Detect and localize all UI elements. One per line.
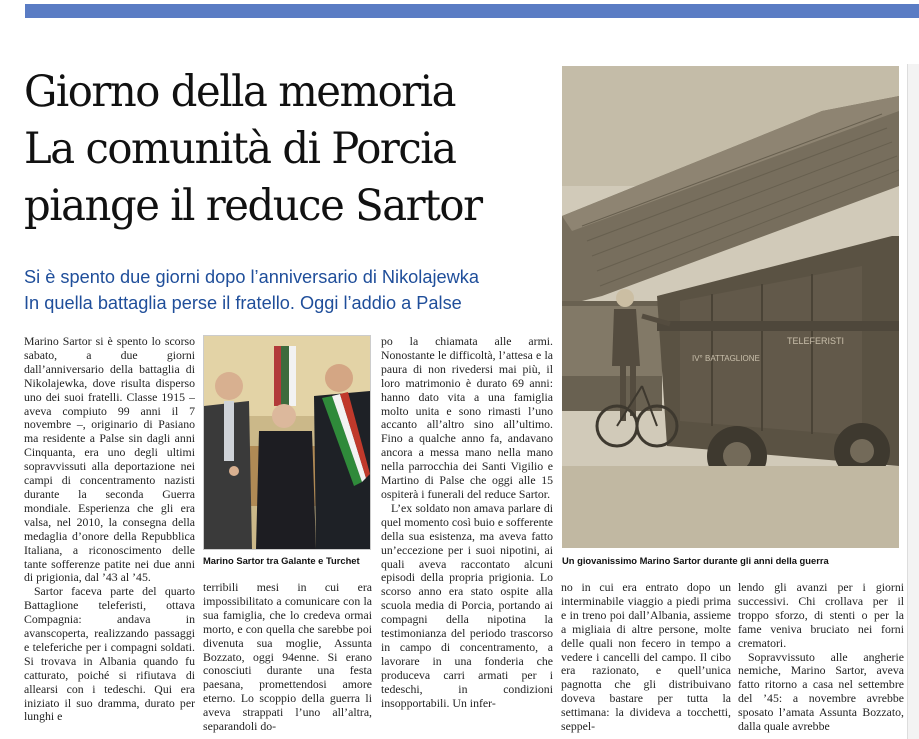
- article-subhead: [24, 264, 564, 316]
- truck-label-right: TELEFERISTI: [787, 336, 845, 346]
- headline-line-1: Giorno della memoria: [24, 67, 456, 117]
- caption-small-photo: Marino Sartor tra Galante e Turchet: [203, 555, 360, 566]
- top-color-bar: [25, 4, 919, 18]
- caption-big-photo: Un giovanissimo Marino Sartor durante gli anni della guerra: [562, 555, 829, 566]
- photo-ceremony: [203, 335, 371, 550]
- paragraph: Sopravvissuto alle angherie nemiche, Marino Sartor, aveva fatto ritorno a casa nel settembre del ’45: a novembre avrebbe sposato l’amata Assunta Bozzato, dalla quale avrebbe: [738, 649, 904, 734]
- article-column-1: [24, 335, 195, 737]
- subhead-line-1: Si è spento due giorni dopo l’anniversario di Nikolajewka: [24, 267, 479, 287]
- article-headline: [24, 64, 538, 235]
- headline-line-3: piange il reduce Sartor: [24, 181, 482, 231]
- paragraph: Sartor faceva parte del quarto Battaglione teleferisti, ottava Compagnia: andava in avanscoperta, realizzando passaggi e teleferiche per i compagni soldati. Si trovava in Albania quando fu catturato, poiché si rifiutava di allearsi con i tedeschi. Qui era iniziato il suo dramma, durato per lunghi e: [24, 584, 195, 724]
- paragraph: Marino Sartor si è spento lo scorso sabato, a due giorni dall’anniversario della battaglia di Nikolajewka, dove risulta disperso uno dei suoi fratelli. Classe 1915 – aveva compiuto 99 anni il 7 novembre –, originario di Pasiano ma residente a Palse sin dagli anni Cinquanta, era uno degli ultimi sopravvissuti alla deportazione nei campi di concentramento nazisti durante la seconda Guerra mondiale. Esperienza che gli era valsa, nel 2010, la consegna della medaglia d’onore della Repubblica Italiana, a riconoscimento delle tante sofferenze patite nei due anni di prigionia, dal ’43 al ’45.: [24, 335, 195, 585]
- article-column-3: [381, 335, 553, 737]
- photo-historical-truck: [562, 66, 899, 548]
- truck-label-left: IV° BATTAGLIONE: [692, 354, 760, 363]
- headline-line-2: La comunità di Porcia: [24, 124, 456, 174]
- article-column-5: [738, 581, 904, 737]
- article-column-4: [561, 581, 731, 737]
- paragraph: po la chiamata alle armi. Nonostante le difficoltà, l’attesa e la paura di non rivedersi mai più, il loro matrimonio è durato 69 anni: hanno dato vita a una famiglia molto unita e sono rimasti l’uno accanto all’altro sino all’ultimo. Fino a qualche anno fa, andavano ancora a messa mano nella mano nella parrocchia dei Santi Vigilio e Martino di Palse che oggi alle 15 ospiterà i funerali del reduce Sartor.: [381, 335, 553, 501]
- paragraph: no in cui era entrato dopo un interminabile viaggio a piedi prima e in treno poi dall’Albania, assieme a migliaia di altre persone, molte delle quali non fecero in tempo a vedere i cancelli del campo. Il cibo era razionato, e quell’unica pagnotta che gli distribuivano doveva bastare per tutta la settimana: la divideva a tocchetti, seppel-: [561, 581, 731, 734]
- page-edge: [907, 64, 919, 739]
- paragraph: terribili mesi in cui era impossibilitato a comunicare con la sua famiglia, che lo credeva ormai morto, e con quella che sarebbe poi divenuta sua moglie, Assunta Bozzato, oggi 94enne. Si erano conosciuti durante una festa paesana, promettendosi amore eterno. Lo scoppio della guerra li aveva strappati l’uno all’altra, separandoli do-: [203, 581, 372, 734]
- paragraph: lendo gli avanzi per i giorni successivi. Chi crollava per il troppo sforzo, di stenti o per la fame veniva bruciato nei forni crematori.: [738, 581, 904, 650]
- article-column-2: [203, 581, 372, 737]
- subhead-line-2: In quella battaglia perse il fratello. Oggi l’addio a Palse: [24, 293, 462, 313]
- paragraph: L’ex soldato non amava parlare di quel momento così buio e sofferente della sua esistenza, ma aveva fatto un’eccezione per i suoi nipotini, ai quali aveva raccontato alcuni episodi della propria prigionia. Lo scorso anno era stato ospite alla scuola media di Porcia, portando ai compagni della nipotina la testimonianza del periodo trascorso in campo di concentramento, a lavorare in una fonderia che produceva carri armati per i tedeschi, in condizioni insopportabili. Un infer-: [381, 500, 553, 710]
